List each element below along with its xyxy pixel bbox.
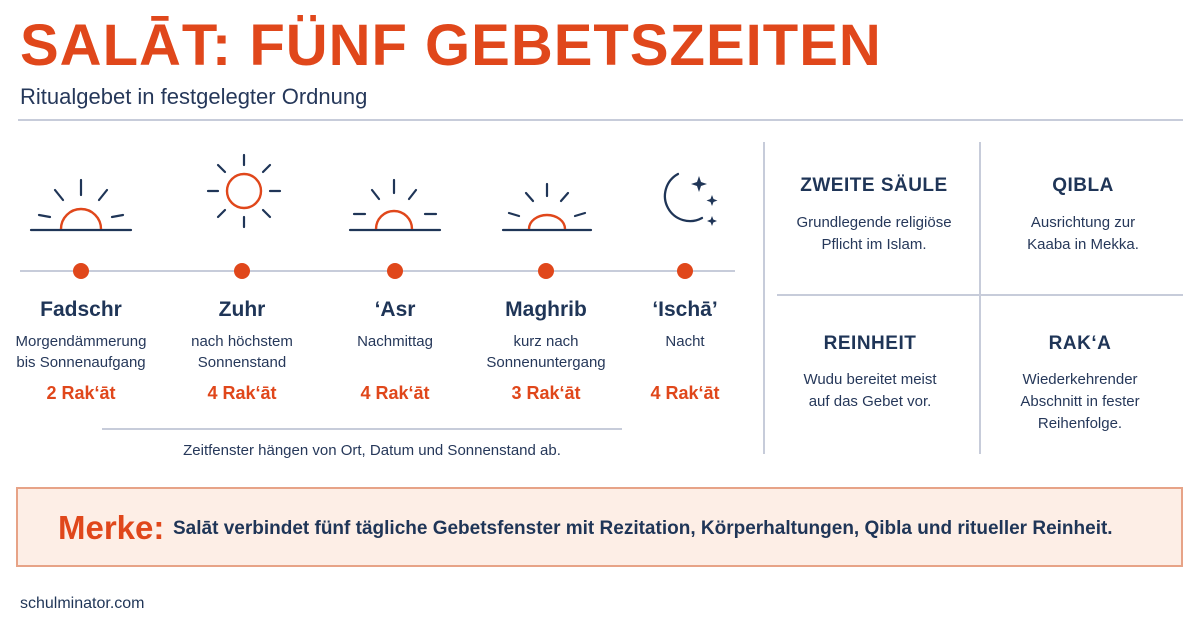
- divider: [102, 428, 622, 430]
- page-title: SALĀT: FÜNF GEBETSZEITEN: [20, 13, 882, 78]
- card-text-reinheit: Wudu bereitet meist auf das Gebet vor.: [803, 371, 937, 410]
- card-text-zweite-saeule: Grundlegende religiöse Pflicht im Islam.: [796, 214, 952, 253]
- card-title-zweite-saeule: ZWEITE SÄULE: [800, 175, 948, 196]
- sun-icon: [202, 153, 286, 237]
- grid-divider: [763, 142, 765, 454]
- grid-divider: [777, 294, 1183, 296]
- sunset-icon: [500, 182, 594, 236]
- page-subtitle: Ritualgebet in festgelegter Ordnung: [20, 84, 368, 109]
- merke-label: Merke:: [58, 509, 165, 546]
- prayer-rakat-fadschr: 2 Rak‘āt: [46, 383, 116, 403]
- merke-text: Salāt verbindet fünf tägliche Gebetsfenster mit Rezitation, Körperhaltungen, Qibla und ritueller Reinheit.: [173, 518, 1113, 539]
- prayer-desc-maghrib: kurz nach Sonnenuntergang: [486, 333, 606, 371]
- prayer-name-zuhr: Zuhr: [218, 298, 266, 321]
- prayer-desc-ischa: Nacht: [665, 333, 705, 350]
- prayer-desc-asr: Nachmittag: [357, 333, 433, 350]
- timeline-dot-ischa: [677, 263, 693, 279]
- prayer-name-ischa: ‘Ischā’: [652, 298, 718, 321]
- prayer-rakat-maghrib: 3 Rak‘āt: [511, 383, 581, 403]
- timeline-dot-fadschr: [73, 263, 89, 279]
- prayer-desc-zuhr: nach höchstem Sonnenstand: [191, 333, 293, 371]
- merke-box: [16, 487, 1183, 567]
- prayer-name-fadschr: Fadschr: [40, 298, 122, 321]
- sunrise-icon: [28, 178, 134, 236]
- timeline: [20, 270, 735, 272]
- timeline-dot-zuhr: [234, 263, 250, 279]
- divider: [18, 119, 1183, 121]
- prayer-rakat-ischa: 4 Rak‘āt: [650, 383, 720, 403]
- card-title-reinheit: REINHEIT: [823, 333, 917, 354]
- timeline-dot-maghrib: [538, 263, 554, 279]
- card-title-qibla: QIBLA: [1052, 175, 1114, 196]
- afternoon-sun-icon: [348, 178, 442, 236]
- card-text-qibla: Ausrichtung zur Kaaba in Mekka.: [1027, 214, 1139, 253]
- prayer-rakat-asr: 4 Rak‘āt: [360, 383, 430, 403]
- prayer-rakat-zuhr: 4 Rak‘āt: [207, 383, 277, 403]
- timeline-dot-asr: [387, 263, 403, 279]
- prayer-name-asr: ‘Asr: [374, 298, 416, 321]
- timeline-note: Zeitfenster hängen von Ort, Datum und Sonnenstand ab.: [183, 442, 561, 459]
- moon-icon: [652, 168, 722, 232]
- prayer-name-maghrib: Maghrib: [505, 298, 587, 321]
- prayer-desc-fadschr: Morgendämmerung bis Sonnenaufgang: [15, 333, 147, 371]
- card-text-raka: Wiederkehrender Abschnitt in fester Reihenfolge.: [1020, 371, 1140, 432]
- card-title-raka: RAK‘A: [1048, 333, 1112, 354]
- footer-url[interactable]: schulminator.com: [20, 595, 145, 612]
